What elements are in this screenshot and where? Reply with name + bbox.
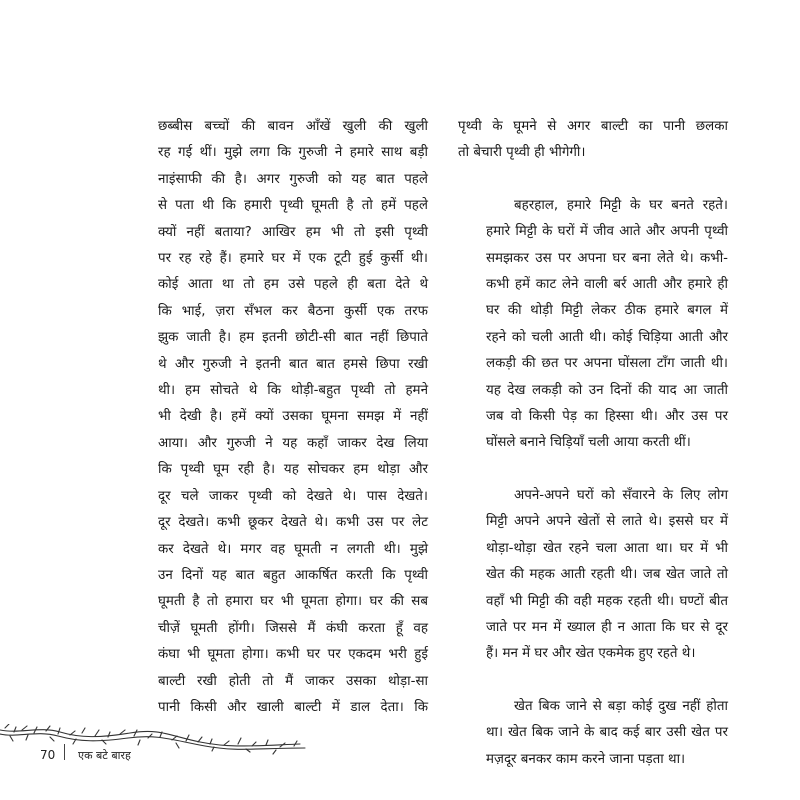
text-line: थी। हम सोचते थे कि थोड़ी-बहुत पृथ्वी तो हमने [158,383,428,399]
text-line: क्यों नहीं बताया? आखिर हम भी तो इसी पृथ्वी [158,224,428,240]
text-line: यह देख लकड़ी को उन दिनों की याद आ जाती [486,382,728,398]
text-line: वहाँ भी मिट्टी की वही महक रहती थी। घण्टों बीत [486,593,728,609]
text-line: आया। और गुरुजी ने यह कहाँ जाकर देख लिया [158,435,428,451]
text-line: था। खेत बिक जाने के बाद कई बार उसी खेत पर [486,725,728,741]
text-line: जाते पर मन में ख्याल ही न आता कि घर से दूर [486,619,728,635]
text-line: मज़दूर बनकर काम करने जाना पड़ता था। [486,751,686,767]
text-line: बहरहाल, हमारे मिट्टी के घर बनते रहते। [514,197,728,213]
text-line: खेत बिक जाने से बड़ा कोई दुख नहीं होता [514,698,728,714]
left-text-column [158,114,428,721]
paragraph [458,114,728,167]
text-line: मिट्टी अपने अपने खेतों से लाते थे। इससे घर में [486,514,728,530]
text-line: पृथ्वी के घूमने से अगर बाल्टी का पानी छलका [458,119,728,134]
text-line: खेत की महक आती रहती थी। जब खेत जाते तो [486,567,728,583]
text-line: बाल्टी रखी होती तो मैं जाकर उसका थोड़ा-सा [158,673,428,689]
text-line: झुक जाती है। हम इतनी छोटी-सी बात नहीं छिपाते [158,330,428,346]
text-line: तो बेचारी पृथ्वी ही भीगेगी। [458,145,586,161]
text-line: कर देखते थे। मगर वह घूमती न लगती थी। मुझे [158,541,428,557]
text-line: रह गई थीं। मुझे लगा कि गुरुजी ने हमारे साथ बड़ी [158,145,428,161]
text-line: जब वो किसी पेड़ का हिस्सा थी। और उस पर [486,409,728,425]
text-line: थोड़ा-थोड़ा खेत रहने चला आता था। घर में भी [486,540,728,556]
text-line: लकड़ी की छत पर अपना घोंसला टाँग जाती थी। [486,356,728,372]
text-line: अपने-अपने घरों को सँवारने के लिए लोग [514,487,728,503]
text-line: छब्बीस बच्चों की बावन आँखें खुली की खुली [158,119,428,134]
text-line: चीज़ें घूमती होंगी। जिससे मैं कंघी करता हूँ वह [158,620,428,636]
text-line: घूमती है तो हमारा घर भी घूमता होगा। घर की सब [158,594,428,610]
text-line: घोंसले बनाने चिड़ियाँ चली आया करती थीं। [486,435,691,451]
text-line: कोई आता था तो हम उसे पहले ही बता देते थे [158,277,428,293]
text-line: दूर देखते। कभी छूकर देखते थे। कभी उस पर लेट [158,515,428,531]
text-line: भी देखी है। हमें क्यों उसका घूमना समझ में नहीं [158,409,428,425]
paragraph [458,193,728,457]
text-line: पर रह रहे हैं। हमारे घर में एक टूटी हुई कुर्सी थी। [158,251,428,267]
text-line: पानी किसी और खाली बाल्टी में डाल देता। कि [158,699,428,715]
text-line: दूर चले जाकर पृथ्वी को देखते थे। पास देखते। [158,488,428,504]
text-line: कंघा भी घूमता होगा। कभी घर पर एकदम भरी हुई [158,647,428,663]
text-line: से पता थी कि हमारी पृथ्वी घूमती है तो हमें पहले [158,198,428,214]
text-line: उन दिनों यह बात बहुत आकर्षित करती कि पृथ्वी [158,567,428,583]
text-line: घर की थोड़ी मिट्टी लेकर ठीक हमारे बगल में [486,303,728,319]
paragraph [458,483,728,668]
page-number: 70 [40,748,56,762]
text-line: थे और गुरुजी ने इतनी बात बात हमसे छिपा रखी [158,356,428,372]
text-line: कि पृथ्वी घूम रही है। यह सोचकर हम थोड़ा और [158,462,428,478]
text-line: समझकर उस पर अपना घर बना लेते थे। कभी- [486,250,728,266]
book-title: एक बटे बारह [78,749,131,762]
text-line: रहने को चली आती थी। कोई चिड़िया आती और [486,329,728,345]
text-line: हैं। मन में घर और खेत एकमेक हुए रहते थे। [486,646,696,662]
right-text-column [458,114,728,773]
footer-divider [64,744,65,760]
text-line: कि भाई, ज़रा सँभल कर बैठना कुर्सी एक तरफ [158,303,428,319]
text-line: कभी हमें काट लेने वाली बर्र आती और हमारे ही [486,277,728,293]
text-line: नाइंसाफी की है। अगर गुरुजी को यह बात पहले [158,171,428,187]
text-line: हमारे मिट्टी के घरों में जीव आते और अपनी पृथ्वी [486,224,728,240]
